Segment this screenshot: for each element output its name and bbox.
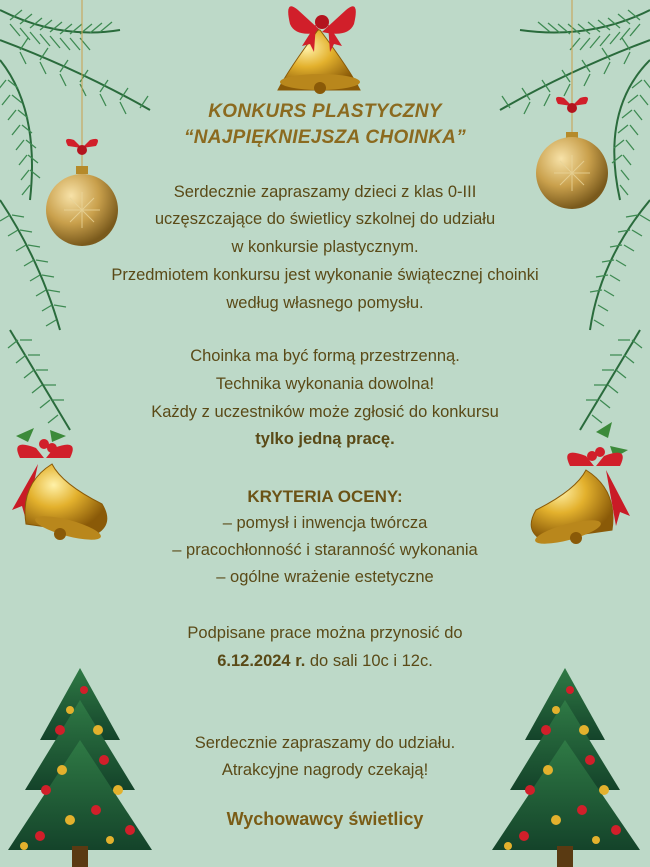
closing-line-1: Serdecznie zapraszamy do udziału.: [194, 734, 456, 752]
submission-date: 6.12.2024 r.: [217, 652, 306, 670]
criteria-item-1: – pomysł i inwencja twórcza: [222, 514, 428, 532]
title-line-2: “NAJPIĘKNIEJSZA CHOINKA”: [183, 127, 467, 148]
rules-line-1: Choinka ma być formą przestrzenną.: [190, 347, 460, 365]
submission-place: do sali 10c i 12c.: [305, 652, 433, 670]
rules-line-4: tylko jedną pracę.: [255, 430, 395, 448]
title-line-1: KONKURS PLASTYCZNY: [208, 101, 442, 122]
criteria-item-2: – pracochłonność i staranność wykonania: [172, 541, 478, 559]
intro-line-2: uczęszczające do świetlicy szkolnej do udziału: [154, 210, 496, 228]
signature: Wychowawcy świetlicy: [226, 809, 424, 829]
rules-line-2: Technika wykonania dowolna!: [215, 375, 435, 393]
criteria-item-3: – ogólne wrażenie estetyczne: [216, 568, 434, 586]
criteria-heading: KRYTERIA OCENY:: [247, 487, 403, 506]
submission-line-1: Podpisane prace można przynosić do: [187, 624, 463, 642]
rules-line-3: Każdy z uczestników może zgłosić do konkursu: [151, 403, 499, 421]
intro-line-1: Serdecznie zapraszamy dzieci z klas 0-III: [173, 183, 477, 201]
intro-line-4: Przedmiotem konkursu jest wykonanie świątecznej choinki: [111, 266, 539, 284]
closing-line-2: Atrakcyjne nagrody czekają!: [221, 761, 429, 779]
intro-line-3: w konkursie plastycznym.: [231, 238, 419, 256]
submission-line-2: [0, 652, 650, 671]
intro-line-5: według własnego pomysłu.: [226, 294, 424, 312]
